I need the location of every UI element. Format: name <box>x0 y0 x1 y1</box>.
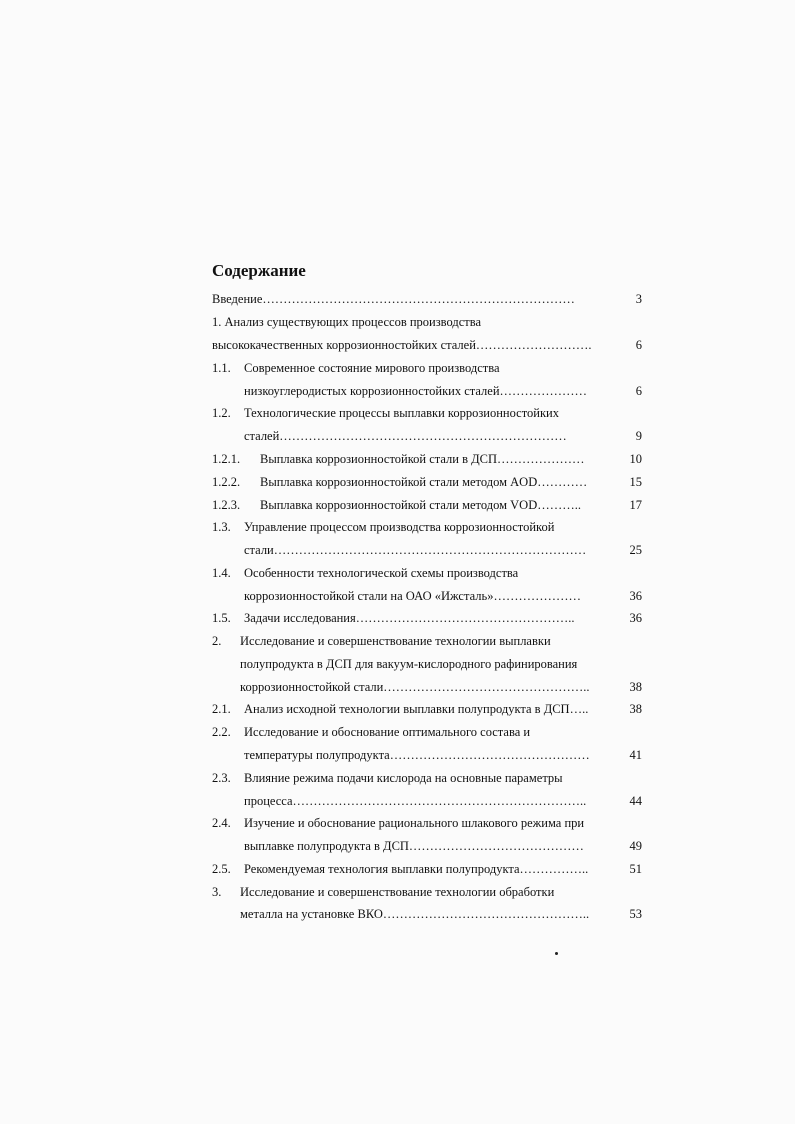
toc-page-number: 49 <box>629 839 642 853</box>
toc-page-number: 38 <box>629 702 642 716</box>
toc-entry: 2.3. Влияние режима подачи кислорода на основные параметры <box>212 771 563 785</box>
toc-page-number: 44 <box>629 794 642 808</box>
toc-entry: 1.3. Управление процессом производства коррозионностойкой <box>212 520 555 534</box>
toc-entry: 2.1. Анализ исходной технологии выплавки полупродукта в ДСП….. <box>212 702 589 716</box>
toc-entry: полупродукта в ДСП для вакуум-кислородного рафинирования <box>240 657 578 671</box>
toc-entry: температуры полупродукта………………………………………… <box>244 748 590 762</box>
toc-page-number: 41 <box>629 748 642 762</box>
toc-entry: 1.4. Особенности технологической схемы производства <box>212 566 519 580</box>
toc-entry: 1.1. Современное состояние мирового производства <box>212 361 500 375</box>
toc-page-number: 53 <box>629 907 642 921</box>
toc-entry: 3. Исследование и совершенствование технологии обработки <box>212 885 555 899</box>
toc-page-number: 38 <box>629 680 642 694</box>
scan-speck <box>555 952 558 955</box>
toc-entry: выплавке полупродукта в ДСП…………………………………… <box>244 839 584 853</box>
toc-entry: низкоуглеродистых коррозионностойких сталей………………… <box>244 384 588 398</box>
toc-page-number: 10 <box>629 452 642 466</box>
toc-entry: сталей…………………………………………………………… <box>244 429 567 443</box>
toc-entry: 1.2.1. Выплавка коррозионностойкой стали в ДСП………………… <box>212 452 585 466</box>
toc-entry: 2.4. Изучение и обоснование рационального шлакового режима при <box>212 816 585 830</box>
toc-entry: коррозионностойкой стали………………………………………….. <box>240 680 590 694</box>
toc-entry: 1. Анализ существующих процессов производства <box>212 315 482 329</box>
toc-page-number: 17 <box>629 498 642 512</box>
toc-entry: Введение………………………………………………………………… <box>212 292 575 306</box>
toc-entry: высококачественных коррозионностойких сталей………………………. <box>212 338 592 352</box>
toc-page-number: 36 <box>629 589 642 603</box>
toc-entry: 2. Исследование и совершенствование технологии выплавки <box>212 634 551 648</box>
toc-entry: 2.2. Исследование и обоснование оптимального состава и <box>212 725 531 739</box>
toc-page-number: 6 <box>635 338 642 352</box>
toc-entry: металла на установке ВКО………………………………………….. <box>240 907 590 921</box>
toc-entry: стали………………………………………………………………… <box>244 543 587 557</box>
toc-entry: 1.2.3. Выплавка коррозионностойкой стали методом VOD……….. <box>212 498 581 512</box>
toc-page-number: 6 <box>635 384 642 398</box>
toc-page-number: 3 <box>635 292 642 306</box>
toc-entry: 1.2.2. Выплавка коррозионностойкой стали методом AOD………… <box>212 475 588 489</box>
toc-entry: 2.5. Рекомендуемая технология выплавки полупродукта…………….. <box>212 862 589 876</box>
toc-page-number: 25 <box>629 543 642 557</box>
toc-entry: коррозионностойкой стали на ОАО «Ижсталь»………………… <box>244 589 581 603</box>
toc-entry: 1.5. Задачи исследования…………………………………………….. <box>212 611 575 625</box>
toc-entry: 1.2. Технологические процессы выплавки коррозионностойких <box>212 406 559 420</box>
toc-entry: процесса…………………………………………………………….. <box>244 794 587 808</box>
toc-page-number: 36 <box>629 611 642 625</box>
toc-page-number: 9 <box>635 429 642 443</box>
toc-page-number: 15 <box>629 475 642 489</box>
page-title: Содержание <box>212 261 306 280</box>
toc-page-number: 51 <box>629 862 642 876</box>
